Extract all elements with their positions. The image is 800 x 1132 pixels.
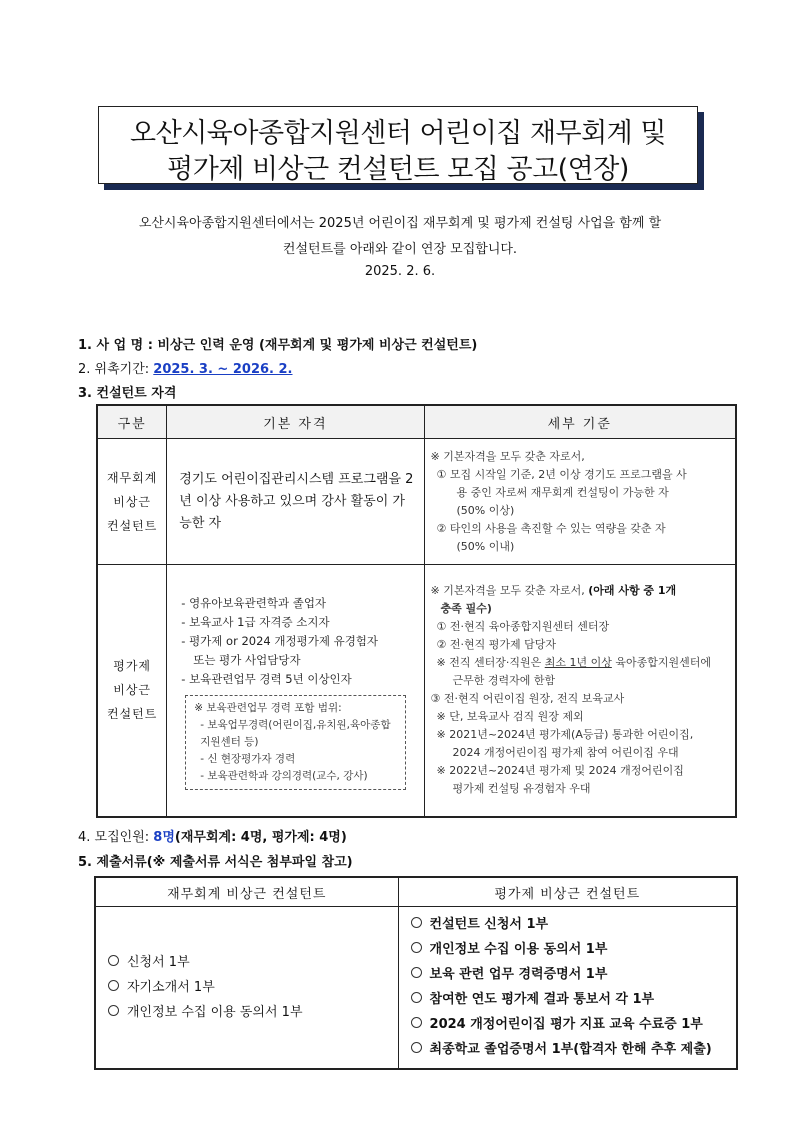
r2-d4b: 최소 1년 이상 [544,656,612,670]
r2-basic-2: - 평가제 or 2024 개정평가제 유경험자 [181,634,379,649]
doc-right-0: 컨설턴트 신청서 1부 [429,917,549,933]
r2-d1a: ※ 기본자격을 모두 갖춘 자로서, [430,584,589,598]
doc-finance-item [108,975,398,1000]
r2-d3: ② 전·현직 평가제 담당자 [436,638,556,652]
r2-d9: 2024 개정어린이집 평가제 참여 어린이집 우대 [452,746,679,760]
doc-right-4: 2024 개정어린이집 평가 지표 교육 수료증 1부 [429,1017,703,1033]
section-1-label: 1. 사 업 명 : [78,338,158,353]
circle-bullet-icon [108,955,119,966]
r1-detail-1: ① 모집 시작일 기준, 2년 이상 경기도 프로그램을 사 [436,467,687,481]
cat1-line3: 컨설턴트 [106,518,158,533]
section-2-period: 2025. 3. ~ 2026. 2. [153,362,293,377]
r2-d4c: 육아종합지원센터에 [611,656,711,670]
qual-header-detail: 세부 기준 [424,405,736,439]
section-4-count: 8명 [153,830,175,845]
r2-d6: ③ 전·현직 어린이집 원장, 전직 보육교사 [430,692,625,706]
qual-row2-category [97,565,167,817]
doc-eval-item [411,1037,736,1062]
r2-basic-4: - 보육관련업무 경력 5년 이상인자 [181,672,352,687]
r2-basic-1: - 보육교사 1급 자격증 소지자 [181,615,330,630]
circle-bullet-icon [411,967,422,978]
r2-d1b: (아래 사항 중 1개 [588,584,677,598]
qualification-table [96,404,737,818]
doc-eval-item [411,987,736,1012]
circle-bullet-icon [411,1042,422,1053]
cat2-line2: 비상근 [113,683,152,698]
section-1-value: 비상근 인력 운영 (재무회계 및 평가제 비상근 컨설턴트) [157,338,478,353]
r2-basic-0: - 영유아보육관련학과 졸업자 [181,596,327,611]
scope-item-0: - 보육업무경력(어린이집,유치원,육아종합지원센터 등) [200,719,391,749]
circle-bullet-icon [411,1017,422,1028]
r1-detail-0: ※ 기본자격을 모두 갖춘 자로서, [430,449,585,463]
doc-eval-item [411,912,736,937]
intro-line1: 오산시육아종합지원센터에서는 2025년 어린이집 재무회계 및 평가제 컨설팅 사업을 함께 할 [138,216,662,231]
doc-right-2: 보육 관련 업무 경력증명서 1부 [429,967,608,983]
r2-basic-3: 또는 평가 사업담당자 [193,653,301,668]
circle-bullet-icon [108,1005,119,1016]
section-2-label: 2. 위촉기간: [78,362,154,377]
doc-eval-item [411,937,736,962]
circle-bullet-icon [411,917,422,928]
scope-title: ※ 보육관련업무 경력 포함 범위: [194,702,342,715]
r2-d8: ※ 2021년~2024년 평가제(A등급) 통과한 어린이집, [436,728,694,742]
r1-detail-2: 용 중인 자로써 재무회계 컨설팅이 가능한 자 [456,485,669,499]
circle-bullet-icon [108,980,119,991]
docs-finance-list [95,907,398,1069]
r2-d2: ① 전·현직 육아종합지원센터 센터장 [436,620,610,634]
qual-row-evaluation [97,565,736,817]
title-box [98,106,698,184]
doc-left-2: 개인정보 수집 이용 동의서 1부 [127,1004,303,1020]
r1-detail-3: (50% 이상) [456,503,515,517]
qual-row1-basic: 경기도 어린이집관리시스템 프로그램을 2년 이상 사용하고 있으며 강사 활동이 가능한 자 [167,439,424,565]
scope-item-1: - 신 현장평가자 경력 [200,753,296,766]
r2-d10: ※ 2022년~2024년 평가제 및 2024 개정어린이집 [436,764,684,778]
r1-detail-4: ② 타인의 사용을 촉진할 수 있는 역량을 갖춘 자 [436,521,666,535]
documents-table [94,876,738,1070]
scope-item-2: - 보육관련학과 강의경력(교수, 강사) [200,770,368,783]
doc-eval-item [411,962,736,987]
doc-right-1: 개인정보 수집 이용 동의서 1부 [429,942,608,958]
doc-left-0: 신청서 1부 [127,954,190,970]
qual-row1-details [424,439,736,565]
doc-right-3: 참여한 연도 평가제 결과 통보서 각 1부 [429,992,655,1008]
r2-d11: 평가제 컨설팅 유경험자 우대 [452,782,591,796]
circle-bullet-icon [411,942,422,953]
cat1-line2: 비상근 [113,494,152,509]
doc-finance-item [108,1000,398,1025]
section-1 [78,334,477,353]
docs-header-finance: 재무회계 비상근 컨설턴트 [95,877,398,907]
cat2-line3: 컨설턴트 [106,707,158,722]
cat1-line1: 재무회계 [106,470,158,485]
section-5-label: 5. 제출서류(※ 제출서류 서식은 첨부파일 참고) [78,855,353,870]
section-4 [78,826,347,845]
qual-row-finance [97,439,736,565]
intro-line2: 컨설턴트를 아래와 같이 연장 모집합니다. [282,242,518,257]
experience-scope-box [185,695,405,790]
r2-d1c: 충족 필수) [440,602,492,616]
qual-row2-details [424,565,736,817]
r1-detail-5: (50% 이내) [456,539,515,553]
r2-d5: 근무한 경력자에 한함 [452,674,556,688]
qual-row1-category [97,439,167,565]
page-title-line1: 오산시육아종합지원센터 어린이집 재무회계 및 [130,118,666,149]
section-3-label: 3. 컨설턴트 자격 [78,386,177,401]
r2-d4a: ※ 전직 센터장·직원은 [436,656,545,670]
page-title-line2: 평가제 비상근 컨설턴트 모집 공고(연장) [167,154,629,185]
section-4-detail: (재무회계: 4명, 평가제: 4명) [174,830,347,845]
notice-date: 2025. 2. 6. [364,264,436,279]
qual-header-basic: 기본 자격 [167,405,424,439]
cat2-line1: 평가제 [113,659,152,674]
docs-evaluation-list [398,907,737,1069]
section-4-label: 4. 모집인원: [78,830,154,845]
doc-left-1: 자기소개서 1부 [127,979,215,995]
docs-header-evaluation: 평가제 비상근 컨설턴트 [398,877,737,907]
circle-bullet-icon [411,992,422,1003]
doc-eval-item [411,1012,736,1037]
doc-right-5: 최종학교 졸업증명서 1부(합격자 한해 추후 제출) [429,1042,712,1058]
section-2 [78,358,293,377]
qual-header-category: 구분 [97,405,167,439]
qual-row2-basic [167,565,424,817]
doc-finance-item [108,950,398,975]
r2-d7: ※ 단, 보육교사 검직 원장 제외 [436,710,584,724]
